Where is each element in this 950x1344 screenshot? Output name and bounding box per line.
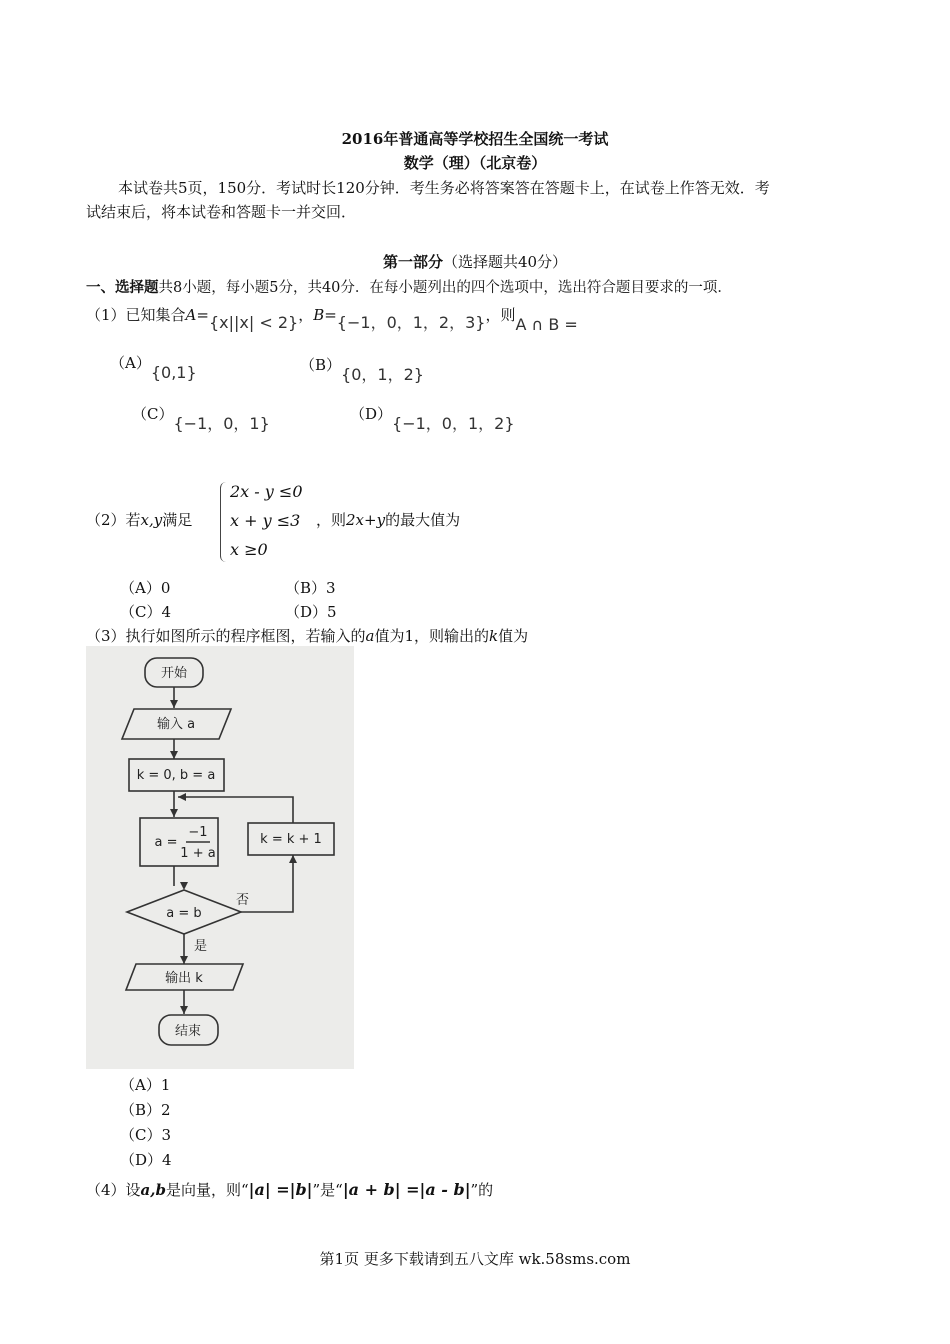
exam-subtitle: 数学（理）（北京卷） <box>403 154 547 172</box>
fc-end-text: 结束 <box>174 1024 202 1039</box>
section-title: 一、选择题 <box>86 279 159 296</box>
q1-option-c <box>132 401 270 433</box>
q2-system-brace <box>220 482 229 562</box>
fc-assign-den: 1 + a <box>180 846 216 861</box>
question-3 <box>86 625 528 646</box>
q2-satisfy: 满足 <box>162 511 193 529</box>
q1-b-value: {0，1，2} <box>341 365 424 384</box>
q3-option-c: （C）3 <box>120 1126 172 1144</box>
q1-a-value: {0,1} <box>150 363 197 382</box>
q1-d-label: （D） <box>350 405 393 423</box>
q1-setA-name: A= <box>185 306 209 324</box>
question-2-lead <box>86 509 192 530</box>
q4-suffix: ”的 <box>470 1181 494 1199</box>
fc-output-text: 输出 k <box>165 971 203 986</box>
flowchart-photo <box>86 646 354 1069</box>
question-1 <box>86 302 578 334</box>
q3-option-a: （A）1 <box>120 1076 171 1094</box>
q4-prefix: （4）设 <box>86 1181 141 1199</box>
page-footer: 第1页 更多下载请到五八文库 wk.58sms.com <box>319 1250 631 1268</box>
q1-option-b <box>300 352 424 384</box>
q4-mid: 是向量，则“ <box>165 1181 249 1199</box>
part1-heading <box>0 251 950 272</box>
fc-assign-lhs: a = <box>154 835 178 850</box>
q3-mid: 值为1，则输出的 <box>374 627 490 645</box>
q4-expr1: |a| =|b| <box>248 1180 313 1199</box>
q2-option-c: （C）4 <box>120 603 172 621</box>
q2-constraint-2: x + y ≤3 <box>230 511 301 530</box>
q1-b-label: （B） <box>300 356 342 374</box>
q3-prefix: （3）执行如图所示的程序框图，若输入的 <box>86 627 366 645</box>
question-2-tail <box>316 509 460 530</box>
q2-option-b: （B）3 <box>285 579 336 597</box>
fc-init-text: k = 0, b = a <box>136 768 216 783</box>
q2-option-a: （A）0 <box>120 579 171 597</box>
q1-option-a <box>110 352 197 382</box>
section-rest: 共8小题，每小题5分，共40分．在每小题列出的四个选项中，选出符合题目要求的一项． <box>158 280 732 296</box>
q1-then: ，则 <box>485 306 516 324</box>
exam-title: 2016年普通高等学校招生全国统一考试 <box>341 130 609 148</box>
q1-a-label: （A） <box>110 354 151 372</box>
q1-sep: ， <box>298 306 314 324</box>
q2-suffix: 的最大值为 <box>385 511 461 529</box>
q3-a: a <box>365 627 375 645</box>
q2-constraint-3: x ≥0 <box>230 540 268 559</box>
q1-c-value: {−1，0，1} <box>173 414 270 433</box>
intro-line-1: 本试卷共5页，150分．考试时长120分钟．考生务必将答案答在答题卡上，在试卷上作答无效．考 <box>118 179 770 197</box>
q2-option-d: （D）5 <box>285 603 337 621</box>
fc-input-text: 输入 a <box>156 717 196 732</box>
q3-option-b: （B）2 <box>120 1101 171 1119</box>
q3-suffix: 值为 <box>498 627 529 645</box>
flowchart <box>86 646 354 1069</box>
q1-expr: A ∩ B = <box>515 315 578 334</box>
part1-heading-bold: 第一部分 <box>382 253 443 271</box>
fc-assign-num: −1 <box>188 825 208 840</box>
q2-then: ，则 <box>316 511 347 529</box>
fc-inc-text: k = k + 1 <box>260 832 322 847</box>
fc-cond-text: a = b <box>166 906 202 921</box>
part1-heading-rest: （选择题共40分） <box>442 253 568 271</box>
intro-line-2: 试结束后，将本试卷和答题卡一并交回． <box>86 203 357 221</box>
q1-setB-name: B= <box>313 306 337 324</box>
q2-prefix: （2）若 <box>86 511 141 529</box>
q1-prefix: （1）已知集合 <box>86 306 186 324</box>
q4-is: ”是“ <box>312 1181 343 1199</box>
q1-d-value: {−1，0，1，2} <box>392 414 515 433</box>
q2-vars: x,y <box>140 511 163 529</box>
q3-k: k <box>489 627 499 645</box>
fc-start-text: 开始 <box>160 666 188 681</box>
q2-constraint-1: 2x - y ≤0 <box>230 482 303 501</box>
q2-expr: 2x+y <box>346 511 386 529</box>
question-4 <box>86 1179 493 1200</box>
q1-setA: {x||x| < 2} <box>208 313 299 332</box>
q1-option-d <box>350 401 515 433</box>
q4-expr2: |a + b| =|a - b| <box>342 1180 471 1199</box>
q3-option-d: （D）4 <box>120 1151 172 1169</box>
fc-no-label: 否 <box>236 893 250 908</box>
fc-yes-label: 是 <box>194 939 208 954</box>
section-instructions <box>86 276 732 297</box>
q4-vars: a,b <box>140 1181 166 1199</box>
q1-setB: {−1，0，1，2，3} <box>336 313 486 332</box>
q1-c-label: （C） <box>132 405 174 423</box>
